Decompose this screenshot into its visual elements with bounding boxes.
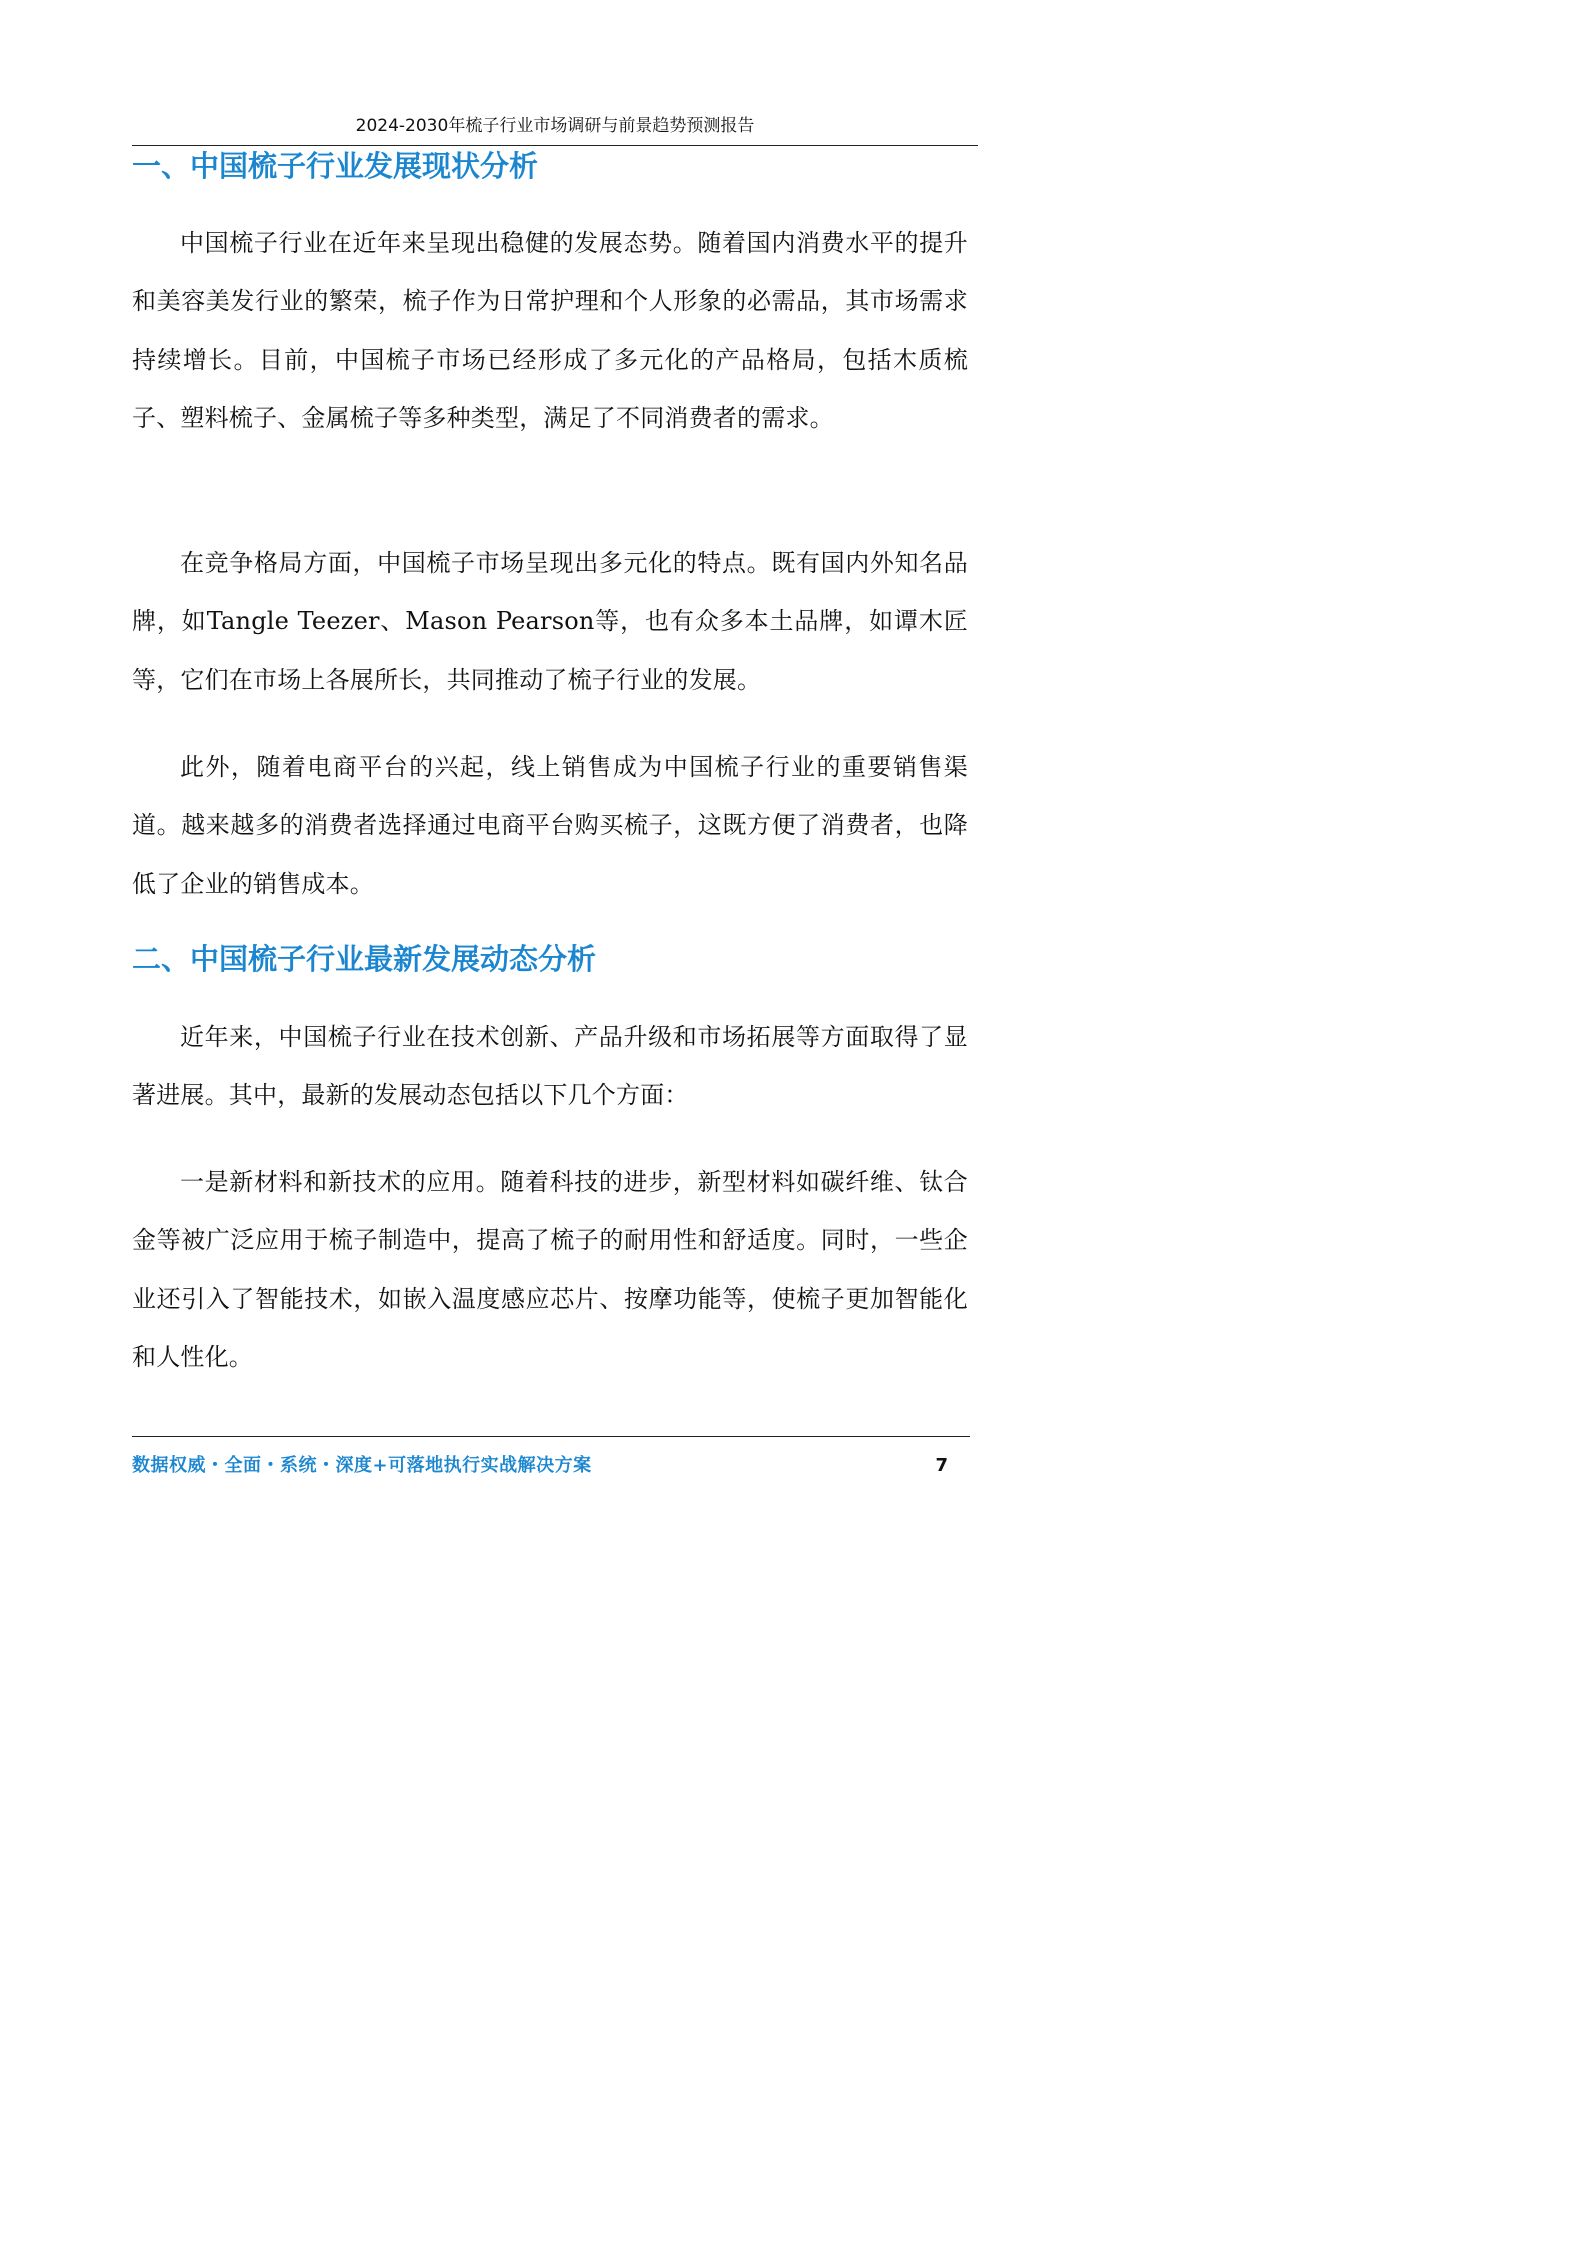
section-heading-latest-developments: 二、中国梳子行业最新发展动态分析 [132,942,597,976]
page-number: 7 [935,1455,948,1476]
paragraph-ecommerce-channel: 此外，随着电商平台的兴起，线上销售成为中国梳子行业的重要销售渠道。越来越多的消费者选择通过电商平台购买梳子，这既方便了消费者，也降低了企业的销售成本。 [132,753,968,898]
paragraph-industry-overview: 中国梳子行业在近年来呈现出稳健的发展态势。随着国内消费水平的提升和美容美发行业的繁荣，梳子作为日常护理和个人形象的必需品，其市场需求持续增长。目前，中国梳子市场已经形成了多元化的产品格局，包括木质梳子、塑料梳子、金属梳子等多种类型，满足了不同消费者的需求。 [132,229,968,433]
footer-slogan: 数据权威・全面・系统・深度+可落地执行实战解决方案 [132,1455,592,1476]
running-header-title: 2024-2030年梳子行业市场调研与前景趋势预测报告 [355,116,755,136]
footer-divider [132,1436,970,1437]
document-page [0,0,1100,1556]
paragraph-new-materials-technology: 一是新材料和新技术的应用。随着科技的进步，新型材料如碳纤维、钛合金等被广泛应用于梳子制造中，提高了梳子的耐用性和舒适度。同时，一些企业还引入了智能技术，如嵌入温度感应芯片、按摩功能等，使梳子更加智能化和人性化。 [132,1168,968,1372]
paragraph-recent-progress: 近年来，中国梳子行业在技术创新、产品升级和市场拓展等方面取得了显著进展。其中，最新的发展动态包括以下几个方面： [132,1023,968,1110]
section-heading-status-analysis: 一、中国梳子行业发展现状分析 [132,149,539,183]
paragraph-competition-landscape: 在竞争格局方面，中国梳子市场呈现出多元化的特点。既有国内外知名品牌，如Tangle Teezer、Mason Pearson等，也有众多本土品牌，如谭木匠等，它们在市场上各展所长，共同推动了梳子行业的发展。 [132,549,968,694]
